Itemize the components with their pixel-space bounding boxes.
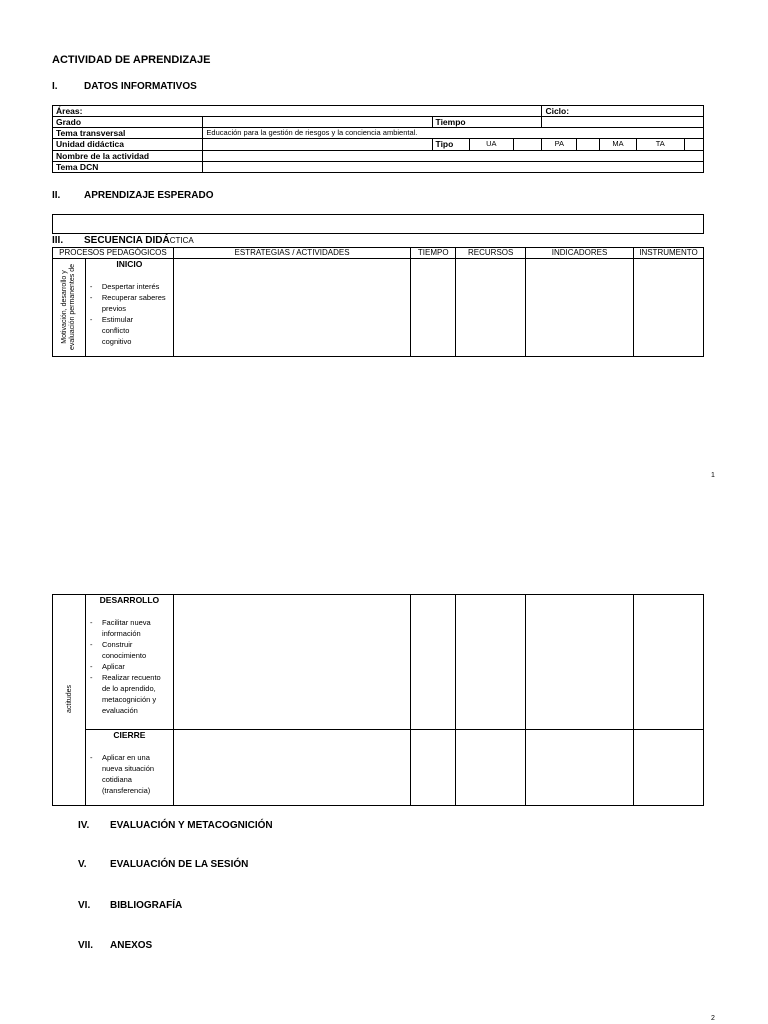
desarrollo-cell xyxy=(85,595,173,730)
side-label-cell-2 xyxy=(53,595,86,806)
inicio-estrategias[interactable] xyxy=(173,259,410,357)
tiempo-value[interactable] xyxy=(542,117,704,128)
desarrollo-label: DESARROLLO xyxy=(99,595,160,605)
desarrollo-recursos[interactable] xyxy=(456,595,526,730)
tema-dcn-label: Tema DCN xyxy=(53,162,203,173)
tipo-ma[interactable]: MA xyxy=(600,139,637,151)
desarrollo-estrategias[interactable] xyxy=(173,595,411,730)
section-4-title: EVALUACIÓN Y METACOGNICIÓN xyxy=(110,820,273,831)
unidad-value[interactable] xyxy=(203,139,432,151)
document-title: ACTIVIDAD DE APRENDIZAJE xyxy=(52,54,211,66)
cierre-estrategias[interactable] xyxy=(173,730,411,806)
page-number-1: 1 xyxy=(711,472,715,479)
nombre-value[interactable] xyxy=(203,151,704,162)
aprendizaje-esperado-box[interactable] xyxy=(52,214,704,234)
cierre-cell xyxy=(85,730,173,806)
header-estrategias: ESTRATEGIAS / ACTIVIDADES xyxy=(173,248,410,259)
inicio-indicadores[interactable] xyxy=(526,259,634,357)
header-tiempo: TIEMPO xyxy=(411,248,456,259)
desarrollo-tiempo[interactable] xyxy=(411,595,456,730)
cierre-label: CIERRE xyxy=(113,730,146,740)
cierre-item: - Aplicar en una nueva situación cotidiana (transferencia) xyxy=(90,752,164,796)
section-5-title: EVALUACIÓN DE LA SESIÓN xyxy=(110,859,249,870)
section-3-title: SECUENCIA DIDÁ xyxy=(84,235,170,246)
tipo-pa[interactable]: PA xyxy=(542,139,577,151)
side-label-1b: evaluación permanentes de xyxy=(69,264,76,351)
cierre-instrumento[interactable] xyxy=(634,730,704,806)
section-3-number: III. xyxy=(52,235,64,246)
section-2-heading xyxy=(52,190,213,201)
sequence-table-page2 xyxy=(52,594,704,806)
section-4-number: IV. xyxy=(78,820,90,831)
section-2-title: APRENDIZAJE ESPERADO xyxy=(84,190,214,201)
desarrollo-instrumento[interactable] xyxy=(634,595,704,730)
side-label-cell-1 xyxy=(53,259,86,357)
section-6-number: VI. xyxy=(78,900,91,911)
tipo-ta-box[interactable] xyxy=(684,139,703,151)
section-1-number: I. xyxy=(52,81,58,92)
section-5-heading xyxy=(78,859,248,870)
inicio-item: - Despertar interés xyxy=(90,281,173,292)
section-1-title: DATOS INFORMATIVOS xyxy=(84,81,197,92)
inicio-item: - Estimular conflicto cognitivo xyxy=(90,314,150,347)
inicio-tiempo[interactable] xyxy=(411,259,456,357)
nombre-label: Nombre de la actividad xyxy=(53,151,203,162)
header-indicadores: INDICADORES xyxy=(526,248,634,259)
tipo-ta[interactable]: TA xyxy=(636,139,684,151)
section-2-number: II. xyxy=(52,190,61,201)
section-4-heading xyxy=(78,820,273,831)
tipo-pa-box[interactable] xyxy=(577,139,600,151)
section-7-number: VII. xyxy=(78,940,94,951)
inicio-label: INICIO xyxy=(116,259,143,269)
desarrollo-indicadores[interactable] xyxy=(526,595,634,730)
desarrollo-item: - Aplicar xyxy=(90,661,173,672)
tema-transversal-value: Educación para la gestión de riesgos y la conciencia ambiental. xyxy=(203,128,704,139)
desarrollo-list xyxy=(86,617,173,716)
inicio-cell xyxy=(85,259,173,357)
inicio-item: - Recuperar saberes previos xyxy=(90,292,170,314)
cierre-list xyxy=(86,752,173,796)
section-6-title: BIBLIOGRAFÍA xyxy=(110,900,183,911)
grado-value[interactable] xyxy=(203,117,432,128)
page-number-2: 2 xyxy=(711,1015,715,1022)
cierre-recursos[interactable] xyxy=(456,730,526,806)
grado-label: Grado xyxy=(53,117,203,128)
side-label-1a: Motivación, desarrollo y xyxy=(61,270,68,344)
desarrollo-item: - Facilitar nueva información xyxy=(90,617,160,639)
header-procesos: PROCESOS PEDAGÓGICOS xyxy=(53,248,174,259)
inicio-list xyxy=(86,281,173,347)
header-recursos: RECURSOS xyxy=(456,248,526,259)
unidad-label: Unidad didáctica xyxy=(53,139,203,151)
tipo-ua-box[interactable] xyxy=(513,139,542,151)
desarrollo-item: - Construir conocimiento xyxy=(90,639,160,661)
section-3-heading xyxy=(52,235,194,246)
inicio-instrumento[interactable] xyxy=(633,259,703,357)
section-5-number: V. xyxy=(78,859,87,870)
section-7-heading xyxy=(78,940,152,951)
ciclo-label: Ciclo: xyxy=(542,106,704,117)
desarrollo-item: - Realizar recuento de lo aprendido, metacognición y evaluación xyxy=(90,672,166,716)
cierre-tiempo[interactable] xyxy=(411,730,456,806)
tipo-ua[interactable]: UA xyxy=(469,139,513,151)
section-3-title-rest: CTICA xyxy=(169,236,194,245)
side-label-1 xyxy=(61,257,77,357)
sequence-table-page1 xyxy=(52,247,704,357)
section-7-title: ANEXOS xyxy=(110,940,153,951)
side-label-2: actitudes xyxy=(66,684,73,714)
cierre-indicadores[interactable] xyxy=(526,730,634,806)
areas-label: Áreas: xyxy=(53,106,542,117)
tiempo-label: Tiempo xyxy=(432,117,542,128)
tema-dcn-value[interactable] xyxy=(203,162,704,173)
info-table xyxy=(52,105,704,173)
inicio-recursos[interactable] xyxy=(456,259,526,357)
tipo-label: Tipo xyxy=(432,139,469,151)
header-instrumento: INSTRUMENTO xyxy=(633,248,703,259)
section-6-heading xyxy=(78,900,182,911)
section-1-heading xyxy=(52,81,197,92)
tema-transversal-label: Tema transversal xyxy=(53,128,203,139)
